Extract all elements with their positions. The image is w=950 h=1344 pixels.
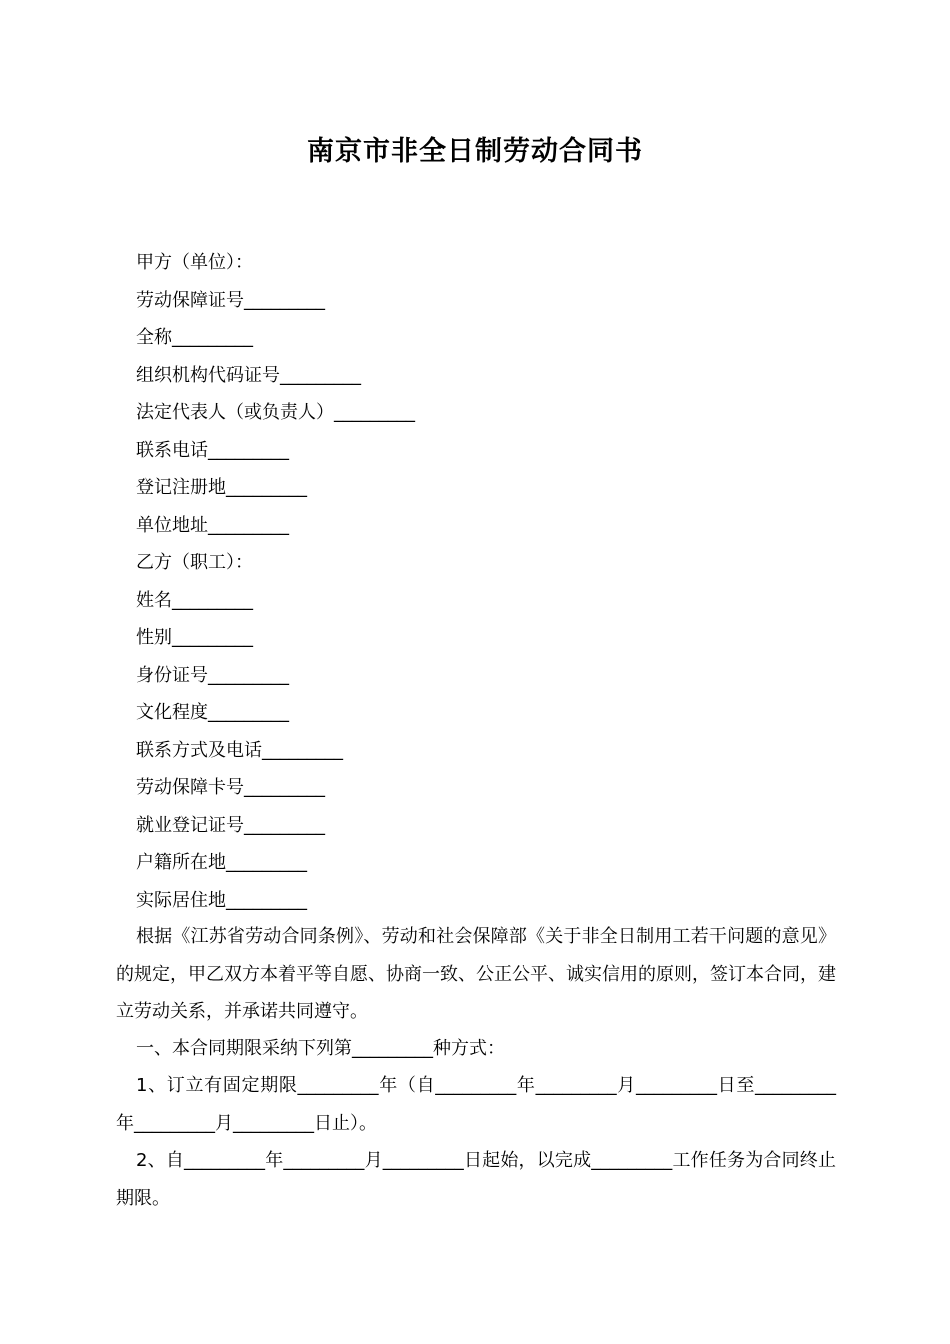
labor-security-card-field: 劳动保障卡号_________ [136, 777, 325, 798]
party-a-heading: 甲方（单位）： [136, 252, 253, 273]
registration-place-field: 登记注册地_________ [136, 477, 307, 498]
name-field: 姓名_________ [136, 589, 253, 611]
party-info-list [136, 244, 836, 919]
education-field: 文化程度_________ [136, 702, 289, 723]
household-registration-field: 户籍所在地_________ [136, 852, 307, 873]
document-title: 南京市非全日制劳动合同书 [307, 136, 643, 167]
contact-phone-field: 联系方式及电话_________ [136, 739, 343, 761]
employment-registration-field: 就业登记证号_________ [136, 814, 325, 836]
clause-1-option-2: 2、自_________年_________月_________日起始，以完成_________工作任务为合同终止期限。 [116, 1150, 836, 1209]
id-number-field: 身份证号_________ [136, 664, 289, 686]
gender-field: 性别_________ [136, 627, 253, 648]
actual-residence-field: 实际居住地_________ [136, 889, 307, 911]
clause-1-heading: 一、本合同期限采纳下列第_________种方式： [136, 1038, 505, 1059]
unit-address-field: 单位地址_________ [136, 514, 289, 536]
org-code-field: 组织机构代码证号_________ [136, 364, 361, 386]
labor-security-cert-field: 劳动保障证号_________ [136, 289, 325, 311]
clause-1-option-1: 1、订立有固定期限_________年（自_________年_________月_________日至_________年_________月_________日止）。 [116, 1075, 836, 1134]
party-a-phone-field: 联系电话_________ [136, 439, 289, 461]
party-b-heading: 乙方（职工）： [136, 552, 253, 573]
preamble-paragraph: 根据《江苏省劳动合同条例》、劳动和社会保障部《关于非全日制用工若干问题的意见》的规定，甲乙双方本着平等自愿、协商一致、公正公平、诚实信用的原则，签订本合同，建立劳动关系，并承诺共同遵守。 [116, 926, 836, 1022]
legal-representative-field: 法定代表人（或负责人）_________ [136, 402, 415, 423]
full-name-field: 全称_________ [136, 327, 253, 348]
